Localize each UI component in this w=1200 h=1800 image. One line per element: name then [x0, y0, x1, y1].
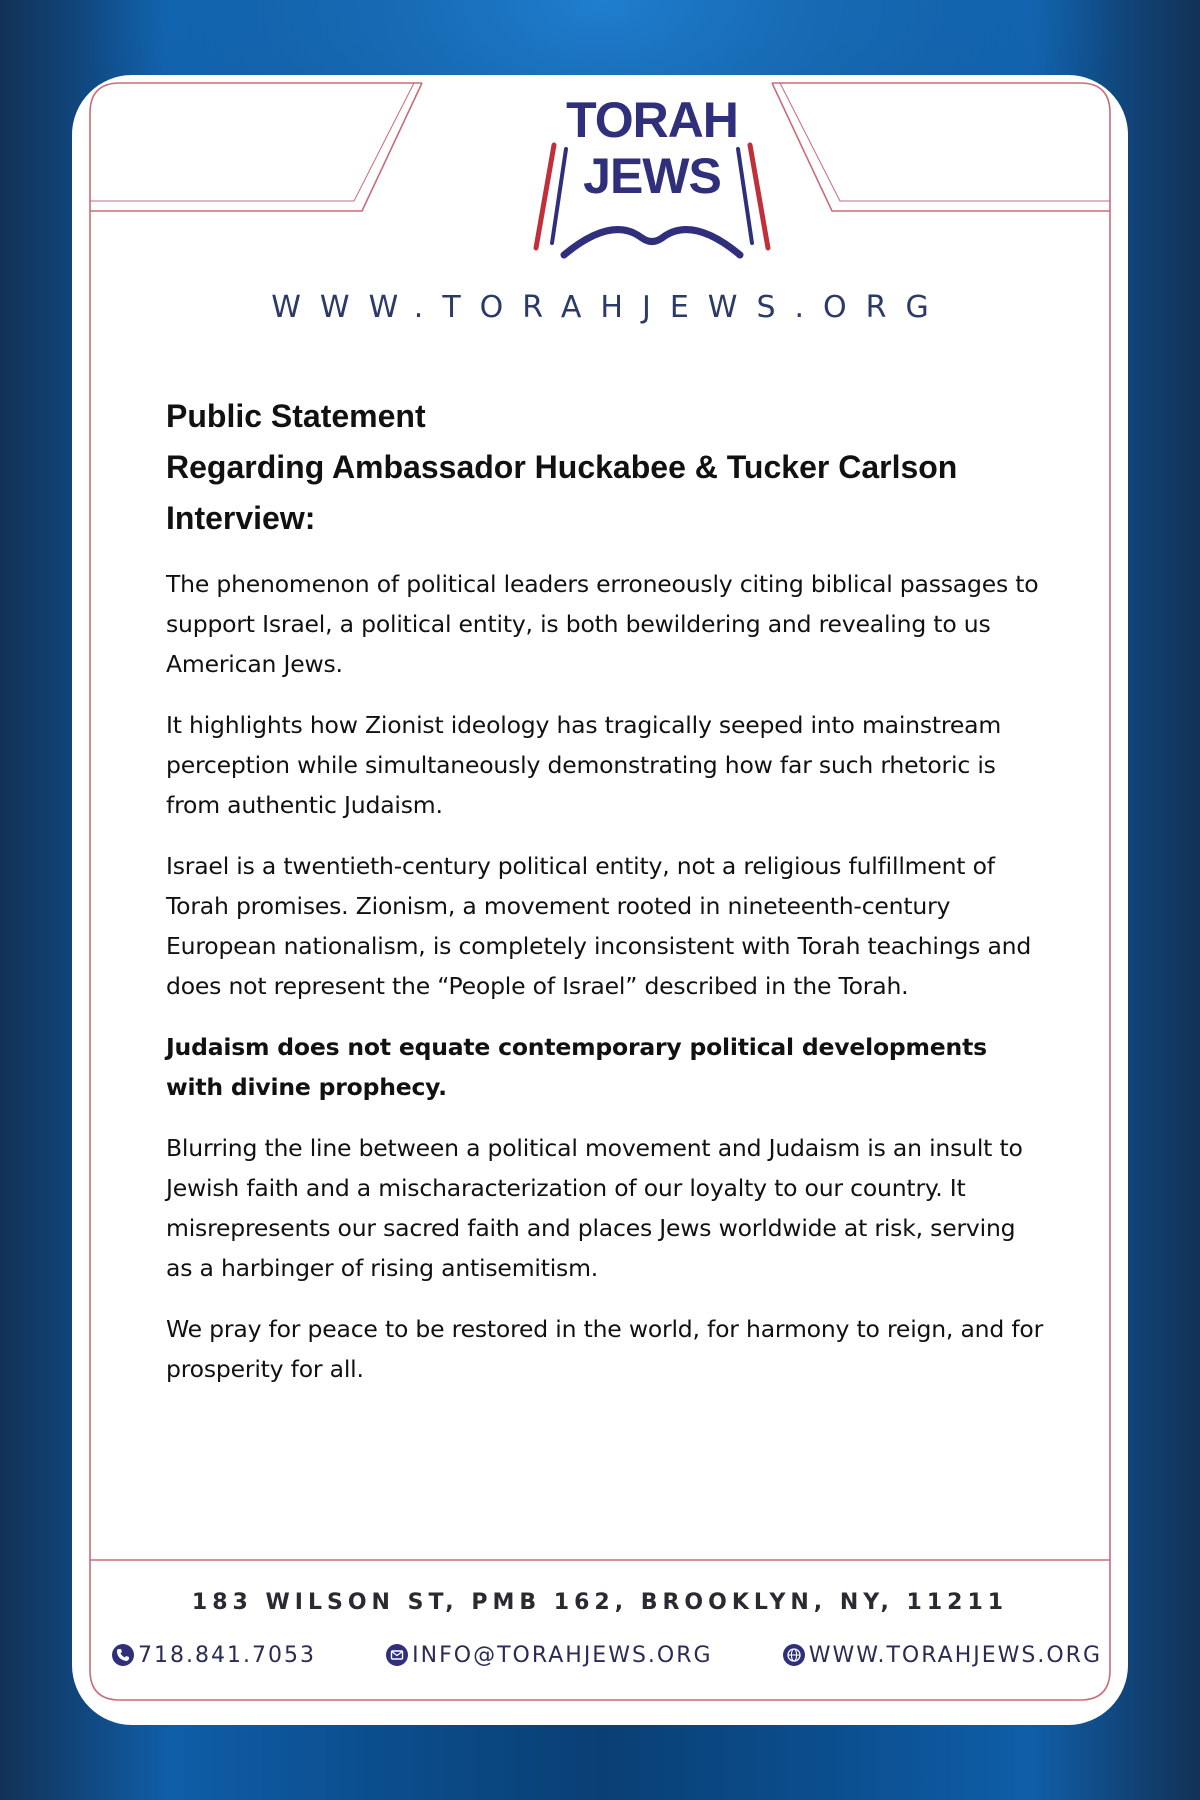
contact-website[interactable]	[783, 1643, 1102, 1668]
footer-contacts	[112, 1635, 1102, 1675]
torah-jews-logo	[502, 83, 802, 273]
phone-number: 718.841.7053	[138, 1642, 316, 1668]
statement-paragraph: Blurring the line between a political movement and Judaism is an insult to Jewish faith and a mischaracterization of our loyalty to our country. It misrepresents our sacred faith and places Jews worldwide at risk, serving as a harbinger of rising antisemitism.	[166, 1134, 1023, 1282]
website-url: WWW.TORAHJEWS.ORG	[808, 1642, 1102, 1668]
statement-paragraph: It highlights how Zionist ideology has tragically seeped into mainstream perception while simultaneously demonstrating how far such rhetoric is from authentic Judaism.	[166, 711, 1002, 819]
mail-icon	[386, 1644, 408, 1666]
logo-text-jews: JEWS	[583, 148, 721, 204]
statement-card	[72, 75, 1128, 1725]
footer-address: 183 WILSON ST, PMB 162, BROOKLYN, NY, 11211	[191, 1590, 1009, 1615]
title-line: Interview:	[166, 500, 316, 536]
contact-email[interactable]	[386, 1643, 712, 1668]
phone-icon	[112, 1644, 134, 1666]
title-line: Public Statement	[166, 398, 426, 434]
email-address: INFO@TORAHJEWS.ORG	[412, 1642, 713, 1668]
statement-paragraph: The phenomenon of political leaders erroneously citing biblical passages to support Israel, a political entity, is both bewildering and revealing to us American Jews.	[166, 570, 1039, 678]
statement-title	[166, 391, 1046, 544]
statement-paragraph: Israel is a twentieth-century political entity, not a religious fulfillment of Torah promises. Zionism, a movement rooted in nineteenth-century European nationalism, is completely inconsistent with Torah teachings and does not represent the “People of Israel” described in the Torah.	[166, 852, 1032, 1000]
globe-icon	[783, 1644, 805, 1666]
contact-phone[interactable]	[112, 1643, 316, 1668]
header-website-url[interactable]: WWW.TORAHJEWS.ORG	[271, 290, 948, 325]
title-line: Regarding Ambassador Huckabee & Tucker Carlson	[166, 449, 958, 485]
statement-paragraph-bold: Judaism does not equate contemporary political developments with divine prophecy.	[166, 1033, 987, 1101]
statement-paragraph: We pray for peace to be restored in the world, for harmony to reign, and for prosperity for all.	[166, 1315, 1044, 1383]
statement-body	[166, 391, 1046, 1410]
logo-text-torah: TORAH	[566, 92, 738, 148]
